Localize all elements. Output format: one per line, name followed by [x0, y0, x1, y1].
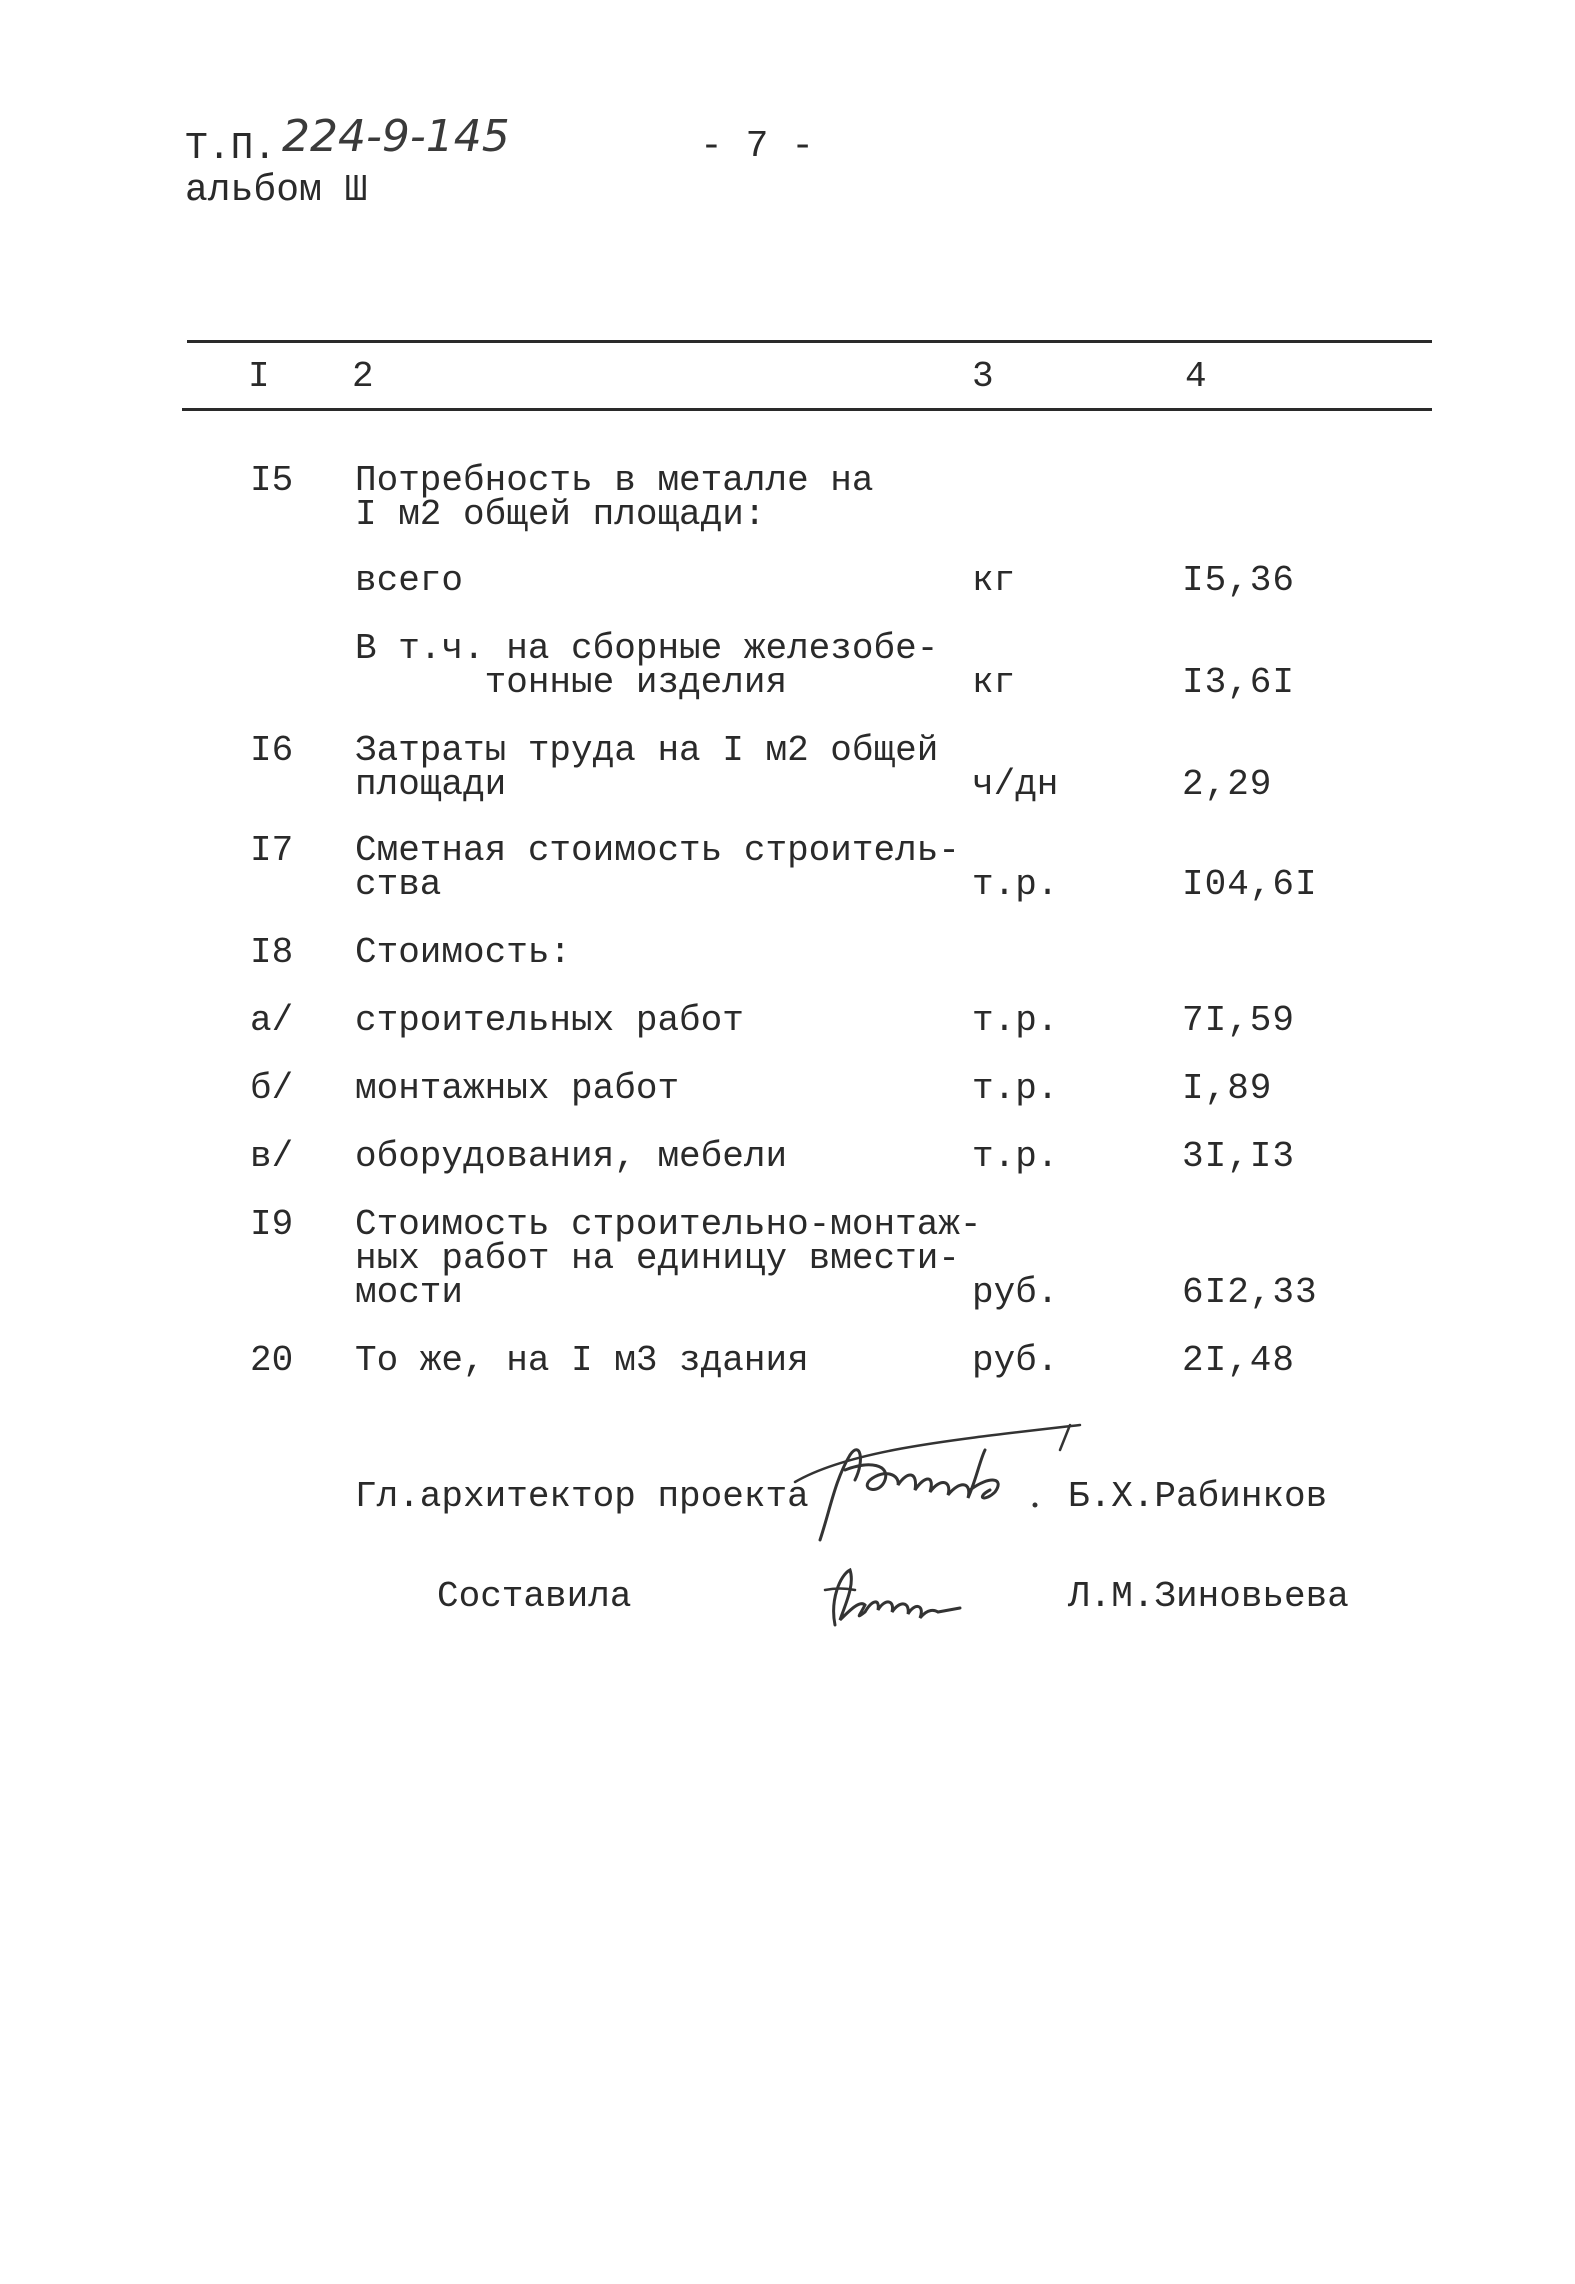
column-header-2: 2	[352, 356, 374, 397]
table-header-bottom-rule	[182, 408, 1432, 411]
row-description: оборудования, мебели	[355, 1136, 788, 1177]
row-description: площади	[355, 764, 507, 805]
row-description: ных работ на единицу вмести-	[355, 1238, 960, 1279]
row-unit: руб.	[972, 1340, 1059, 1381]
row-description: То же, на I м3 здания	[355, 1340, 809, 1381]
row-number: I5	[250, 460, 294, 501]
row-number: б/	[250, 1068, 294, 1109]
row-number: 20	[250, 1340, 294, 1381]
row-description: Потребность в металле на	[355, 460, 874, 501]
column-header-4: 4	[1185, 356, 1207, 397]
doc-code-handwritten: 224-9-145	[282, 111, 510, 162]
row-number: в/	[250, 1136, 294, 1177]
row-description: В т.ч. на сборные железобе-	[355, 628, 939, 669]
table-top-rule	[187, 340, 1432, 343]
row-value: 3I,I3	[1182, 1136, 1296, 1177]
row-value: I5,36	[1182, 560, 1296, 601]
row-value: I3,6I	[1182, 662, 1296, 703]
row-description: тонные изделия	[355, 662, 788, 703]
row-description: ства	[355, 864, 442, 905]
page-number: - 7 -	[700, 125, 815, 168]
row-description: всего	[355, 560, 464, 601]
compiler-signature	[810, 1550, 990, 1640]
architect-role: Гл.архитектор проекта	[355, 1476, 809, 1517]
column-header-1: I	[248, 356, 270, 397]
column-header-3: 3	[972, 356, 994, 397]
row-value: 2I,48	[1182, 1340, 1296, 1381]
row-description: Затраты труда на I м2 общей	[355, 730, 939, 771]
row-unit: т.р.	[972, 1000, 1059, 1041]
row-number: I6	[250, 730, 294, 771]
row-description: Стоимость:	[355, 932, 572, 973]
row-unit: т.р.	[972, 1068, 1059, 1109]
row-unit: т.р.	[972, 864, 1059, 905]
row-unit: кг	[972, 560, 1016, 601]
row-number: а/	[250, 1000, 294, 1041]
architect-signature	[790, 1420, 1050, 1560]
doc-code-prefix: Т.П.	[185, 127, 277, 170]
compiler-role: Составила	[437, 1576, 632, 1617]
row-unit: руб.	[972, 1272, 1059, 1313]
album-label: альбом Ш	[185, 169, 368, 212]
row-description: мости	[355, 1272, 464, 1313]
row-description: монтажных работ	[355, 1068, 680, 1109]
row-value: 2,29	[1182, 764, 1273, 805]
row-unit: кг	[972, 662, 1016, 703]
row-unit: т.р.	[972, 1136, 1059, 1177]
row-number: I8	[250, 932, 294, 973]
row-value: I04,6I	[1182, 864, 1318, 905]
row-description: I м2 общей площади:	[355, 494, 766, 535]
architect-name: Б.Х.Рабинков	[1068, 1476, 1328, 1517]
compiler-name: Л.М.Зиновьева	[1068, 1576, 1349, 1617]
row-description: строительных работ	[355, 1000, 744, 1041]
row-unit: ч/дн	[972, 764, 1059, 805]
row-description: Стоимость строительно-монтаж-	[355, 1204, 982, 1245]
row-description: Сметная стоимость строитель-	[355, 830, 960, 871]
row-value: 6I2,33	[1182, 1272, 1318, 1313]
row-number: I9	[250, 1204, 294, 1245]
row-number: I7	[250, 830, 294, 871]
row-value: 7I,59	[1182, 1000, 1296, 1041]
row-value: I,89	[1182, 1068, 1273, 1109]
